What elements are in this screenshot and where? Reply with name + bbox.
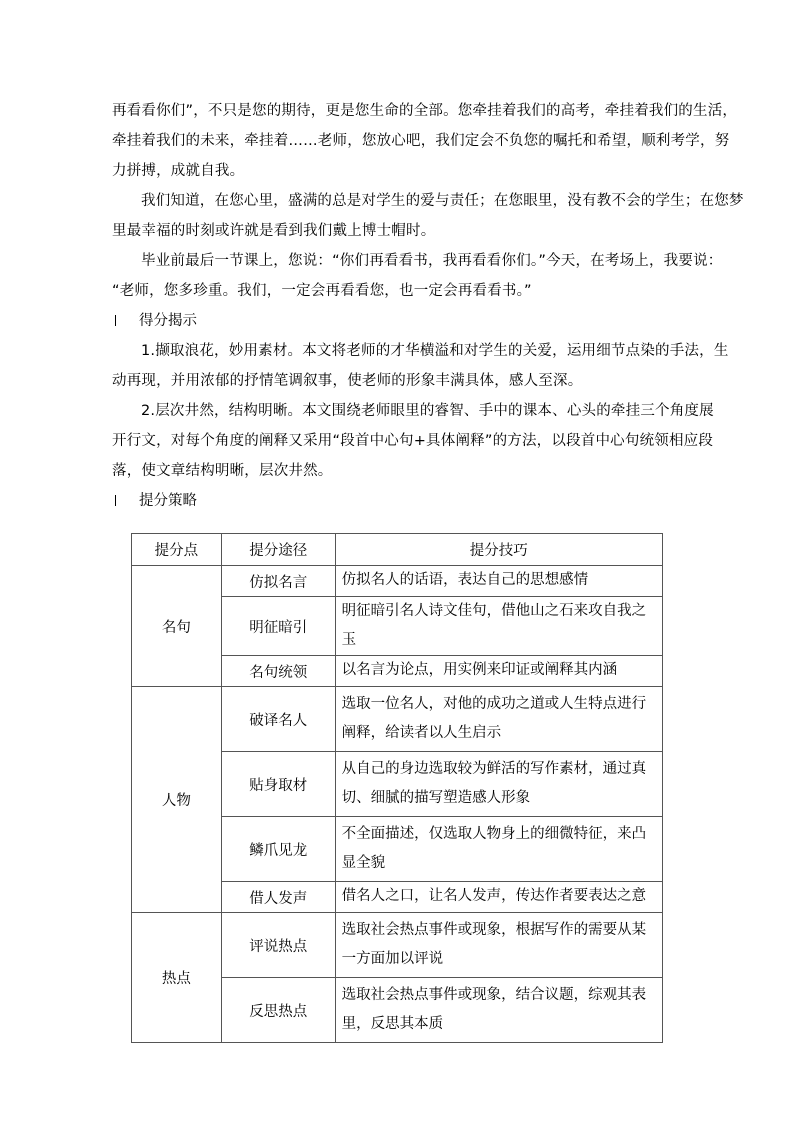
paragraph-line: 里最幸福的时刻或许就是看到我们戴上博士帽时。 xyxy=(112,223,436,239)
way-cell: 鳞爪见龙 xyxy=(221,817,335,882)
document-body xyxy=(112,96,744,516)
section-title: 提分策略 xyxy=(139,493,197,509)
tip-cell: 不全面描述，仅选取人物身上的细微特征，来凸显全貌 xyxy=(335,817,662,882)
paragraph-line: 力拼搏，成就自我。 xyxy=(112,163,245,179)
column-header: 提分技巧 xyxy=(335,534,662,566)
section-heading-score xyxy=(112,306,672,336)
analysis-line: 开行文，对每个角度的阐释又采用“段首中心句+具体阐释”的方法，以段首中心句统领相应段 xyxy=(112,433,714,449)
paragraph-line: 毕业前最后一节课上，您说：“你们再看看书，我再看看你们。”今天，在考场上，我要说： xyxy=(141,253,723,269)
tip-cell: 选取社会热点事件或现象，根据写作的需要从某一方面加以评说 xyxy=(335,913,662,978)
way-cell: 评说热点 xyxy=(221,913,335,978)
way-cell: 明征暗引 xyxy=(221,597,335,656)
way-cell: 反思热点 xyxy=(221,978,335,1043)
tip-cell: 以名言为论点，用实例来印证或阐释其内涵 xyxy=(335,656,662,687)
point-cell: 热点 xyxy=(132,913,222,1043)
tip-cell: 从自己的身边选取较为鲜活的写作素材，通过真切、细腻的描写塑造感人形象 xyxy=(335,752,662,817)
column-header: 提分点 xyxy=(132,534,222,566)
section-marker-icon xyxy=(115,315,116,326)
table-row xyxy=(132,566,663,597)
paragraph-line: 我们知道，在您心里，盛满的总是对学生的爱与责任；在您眼里，没有教不会的学生；在您梦 xyxy=(141,193,744,209)
table-row xyxy=(132,687,663,752)
way-cell: 贴身取材 xyxy=(221,752,335,817)
point-cell: 名句 xyxy=(132,566,222,687)
way-cell: 破译名人 xyxy=(221,687,335,752)
paragraph-line: “老师，您多珍重。我们，一定会再看看您，也一定会再看看书。” xyxy=(112,283,532,299)
section-marker-icon xyxy=(115,495,116,506)
table-row xyxy=(132,913,663,978)
analysis-line: 2.层次井然，结构明晰。本文围绕老师眼里的睿智、手中的课本、心头的牵挂三个角度展 xyxy=(141,403,714,419)
tip-cell: 仿拟名人的话语，表达自己的思想感情 xyxy=(335,566,662,597)
point-cell: 人物 xyxy=(132,687,222,913)
section-title: 得分揭示 xyxy=(139,313,197,329)
way-cell: 借人发声 xyxy=(221,882,335,913)
section-heading-strategy xyxy=(112,486,672,516)
column-header: 提分途径 xyxy=(221,534,335,566)
analysis-line: 落，使文章结构明晰，层次井然。 xyxy=(112,463,333,479)
tip-cell: 明征暗引名人诗文佳句，借他山之石来攻自我之玉 xyxy=(335,597,662,656)
tip-cell: 借名人之口，让名人发声，传达作者要表达之意 xyxy=(335,882,662,913)
tip-cell: 选取一位名人，对他的成功之道或人生特点进行阐释，给读者以人生启示 xyxy=(335,687,662,752)
analysis-line: 动再现，并用浓郁的抒情笔调叙事，使老师的形象丰满具体，感人至深。 xyxy=(112,373,583,389)
tip-cell: 选取社会热点事件或现象，结合议题，综观其表里，反思其本质 xyxy=(335,978,662,1043)
analysis-line: 1.撷取浪花，妙用素材。本文将老师的才华横溢和对学生的关爱，运用细节点染的手法，生 xyxy=(141,343,729,359)
strategy-table xyxy=(131,533,663,1043)
paragraph-line: 牵挂着我们的未来，牵挂着……老师，您放心吧，我们定会不负您的嘱托和希望，顺利考学，努 xyxy=(112,133,730,149)
paragraph-line: 再看看你们”，不只是您的期待，更是您生命的全部。您牵挂着我们的高考，牵挂着我们的生活， xyxy=(112,103,738,119)
table-header-row xyxy=(132,534,663,566)
way-cell: 名句统领 xyxy=(221,656,335,687)
way-cell: 仿拟名言 xyxy=(221,566,335,597)
